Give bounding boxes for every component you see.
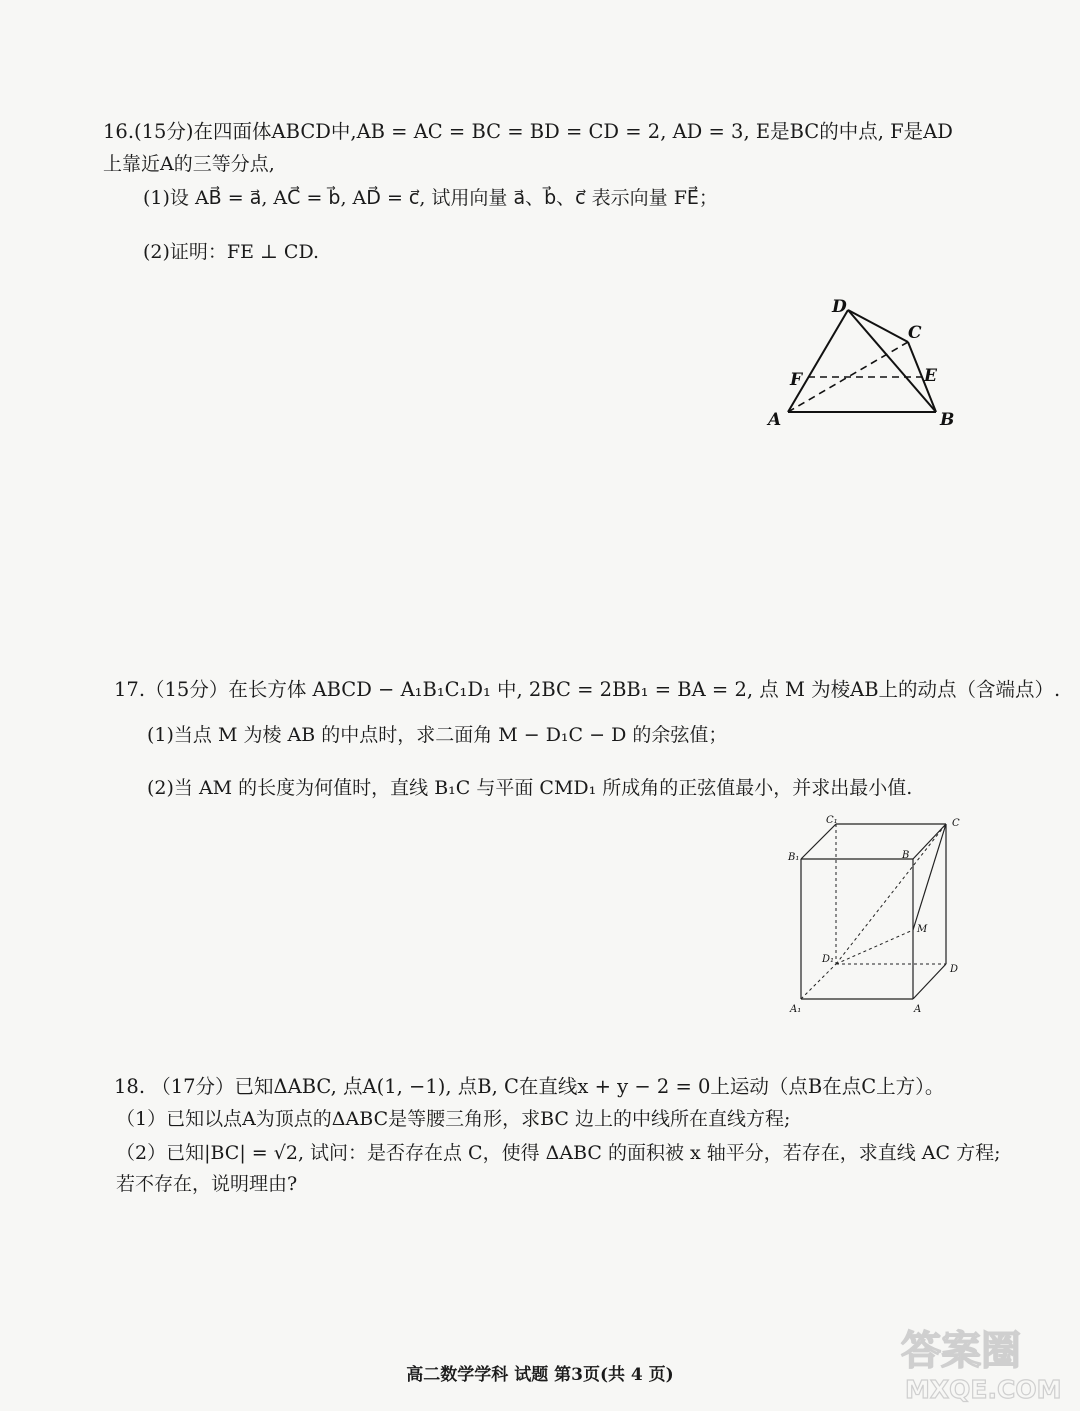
label-A1: A₁ (790, 1004, 802, 1015)
q16-stem-line1: 16.(15分)在四面体ABCD中,AB = AC = BC = BD = CD = 2, AD = 3, E是BC的中点, F是AD (103, 120, 953, 143)
label-B1: B₁ (788, 852, 800, 863)
label-C: C (908, 323, 922, 343)
label-B: B (940, 410, 955, 430)
label-B: B (902, 850, 910, 861)
q17-cuboid-figure (780, 812, 980, 1022)
page-footer: 高二数学学科 试题 第3页(共 4 页) (406, 1365, 674, 1385)
watermark-top-text: 答案圈 (901, 1328, 1021, 1374)
label-A: A (768, 410, 782, 430)
q17-part1: (1)当点 M 为棱 AB 的中点时，求二面角 M − D₁C − D 的余弦值； (147, 724, 728, 746)
q18-stem: 18. （17分）已知ΔABC, 点A(1, −1), 点B, C在直线x + y − 2 = 0上运动（点B在点C上方）。 (114, 1075, 945, 1098)
label-E: E (924, 366, 937, 386)
q18-part2-line2: 若不存在，说明理由? (116, 1173, 298, 1195)
watermark-logo (895, 1318, 1070, 1404)
label-A: A (914, 1004, 922, 1015)
label-D: D (950, 964, 959, 975)
q18-part2-line1: （2）已知|BC| = √2, 试问：是否存在点 C，使得 ΔABC 的面积被 x 轴平分，若存在，求直线 AC 方程; (116, 1142, 1001, 1164)
label-M: M (917, 924, 928, 935)
watermark-bottom-text: MXQE.COM (905, 1375, 1062, 1404)
q16-part2: (2)证明：FE ⊥ CD. (143, 241, 320, 263)
q17-stem: 17.（15分）在长方体 ABCD − A₁B₁C₁D₁ 中, 2BC = 2BB₁ = BA = 2, 点 M 为棱AB上的动点（含端点）. (114, 678, 1061, 701)
q16-part1: (1)设 AB⃗ = a⃗, AC⃗ = b⃗, AD⃗ = c⃗, 试用向量 a⃗、b⃗、c⃗ 表示向量 FE⃗； (143, 187, 718, 209)
label-C1: C₁ (826, 815, 838, 826)
label-C: C (952, 818, 960, 829)
label-D: D (832, 297, 847, 317)
q16-tetrahedron-figure (760, 290, 970, 435)
q16-stem-line2: 上靠近A的三等分点, (103, 153, 275, 175)
label-D1: D₁ (822, 954, 835, 965)
label-F: F (790, 370, 803, 390)
q17-part2: (2)当 AM 的长度为何值时，直线 B₁C 与平面 CMD₁ 所成角的正弦值最小，并求出最小值. (147, 777, 913, 799)
q18-part1: （1）已知以点A为顶点的ΔABC是等腰三角形，求BC 边上的中线所在直线方程; (116, 1108, 791, 1130)
